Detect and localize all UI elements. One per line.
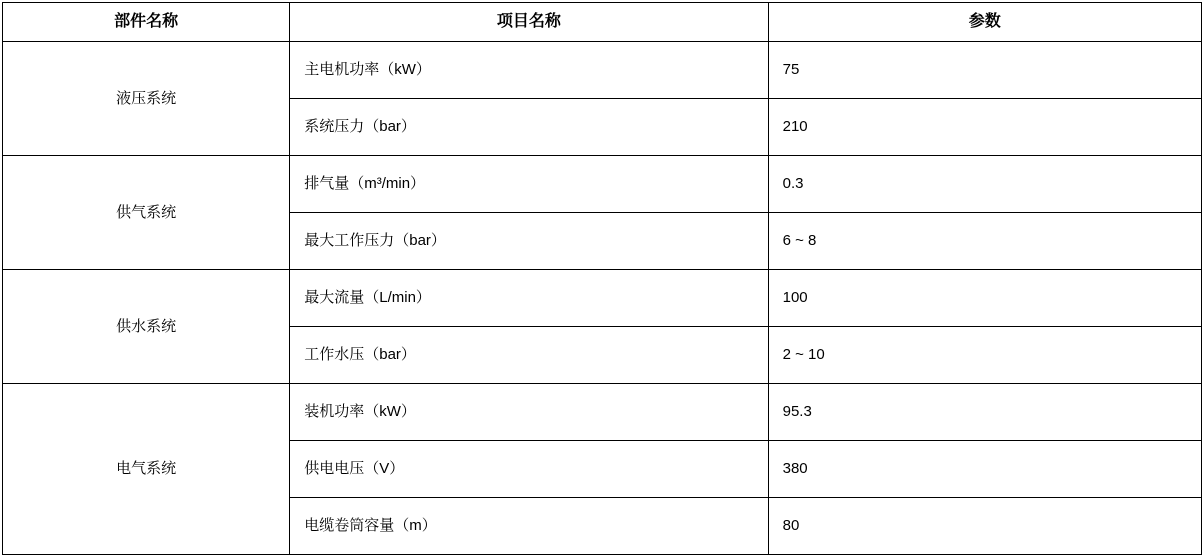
table-header: [3, 3, 1202, 42]
table-body: [3, 42, 1202, 555]
item-name-cell: 装机功率（kW）: [290, 384, 768, 441]
item-name-cell: 电缆卷筒容量（m）: [290, 498, 768, 555]
parameter-value-cell: 2 ~ 10: [768, 327, 1201, 384]
item-name-cell: 排气量（m³/min）: [290, 156, 768, 213]
table-row: [3, 384, 1202, 441]
part-name-cell: 供气系统: [3, 156, 290, 270]
item-name-cell: 最大流量（L/min）: [290, 270, 768, 327]
item-name-cell: 最大工作压力（bar）: [290, 213, 768, 270]
parameter-value-cell: 95.3: [768, 384, 1201, 441]
parameter-value-cell: 80: [768, 498, 1201, 555]
parameter-value-cell: 100: [768, 270, 1201, 327]
specification-table: [2, 2, 1202, 555]
table-row: [3, 42, 1202, 99]
item-name-cell: 系统压力（bar）: [290, 99, 768, 156]
column-header-parameter: 参数: [768, 3, 1201, 42]
item-name-cell: 工作水压（bar）: [290, 327, 768, 384]
part-name-cell: 电气系统: [3, 384, 290, 555]
item-name-cell: 供电电压（V）: [290, 441, 768, 498]
parameter-value-cell: 380: [768, 441, 1201, 498]
column-header-part-name: 部件名称: [3, 3, 290, 42]
part-name-cell: 供水系统: [3, 270, 290, 384]
parameter-value-cell: 75: [768, 42, 1201, 99]
column-header-item-name: 项目名称: [290, 3, 768, 42]
parameter-value-cell: 0.3: [768, 156, 1201, 213]
table-row: [3, 270, 1202, 327]
part-name-cell: 液压系统: [3, 42, 290, 156]
item-name-cell: 主电机功率（kW）: [290, 42, 768, 99]
parameter-value-cell: 6 ~ 8: [768, 213, 1201, 270]
parameter-value-cell: 210: [768, 99, 1201, 156]
table-header-row: [3, 3, 1202, 42]
table-row: [3, 156, 1202, 213]
